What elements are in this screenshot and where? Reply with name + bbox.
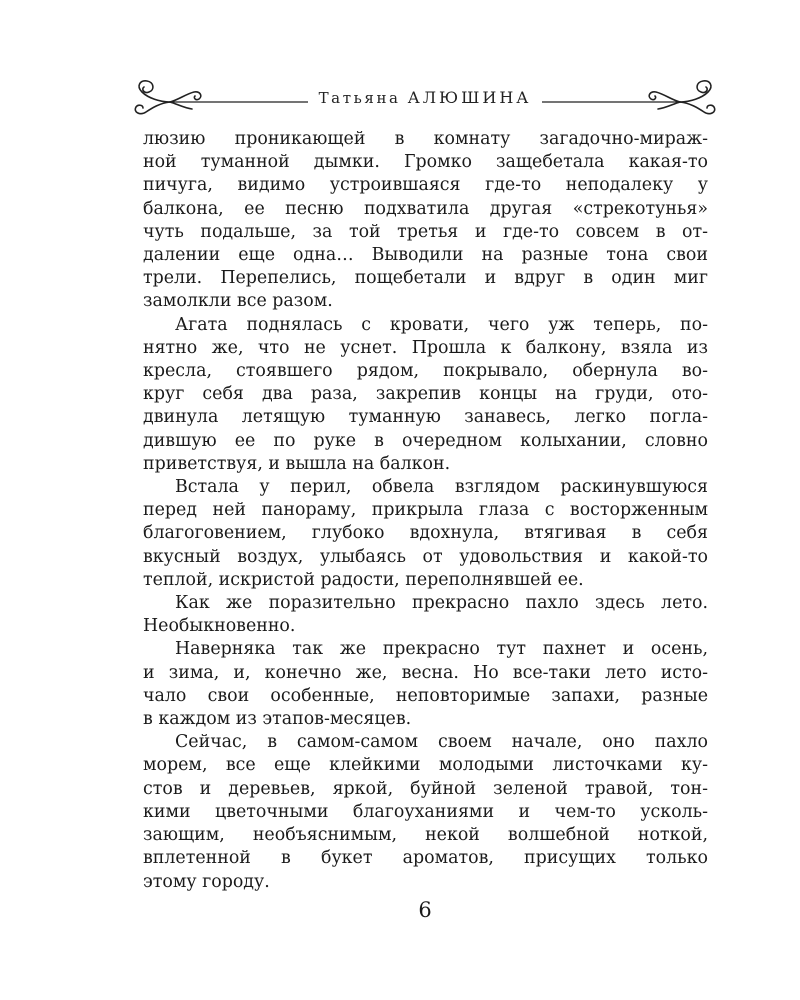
running-header: [130, 78, 720, 118]
text-line: чуть подальше, за той третья и где-то совсем в от-: [143, 221, 708, 242]
text-line: двинула летящую туманную занавесь, легко погла-: [143, 407, 708, 428]
text-line: стов и деревьев, яркой, буйной зеленой травой, тон-: [143, 778, 708, 799]
text-line: Необыкновенно.: [143, 616, 296, 637]
text-line: Сейчас, в самом-самом своем начале, оно пахло: [175, 732, 708, 753]
text-line: зающим, необъяснимым, некой волшебной ноткой,: [143, 825, 708, 846]
paragraph-5: [143, 638, 708, 731]
text-line: балкона, ее песню подхватила другая «стрекотунья»: [143, 198, 708, 219]
text-line: Как же поразительно прекрасно пахло здесь лето.: [175, 593, 708, 614]
text-line: морем, все еще клейкими молодыми листочками ку-: [143, 755, 708, 776]
text-line: замолкли все разом.: [143, 291, 333, 312]
text-line: и зима, и, конечно же, весна. Но все-таки лето исто-: [143, 662, 708, 683]
text-line: вкусный воздух, улыбаясь от удовольствия и какой-то: [143, 546, 708, 567]
text-line: теплой, искристой радости, переполнявшей ее.: [143, 569, 584, 590]
author-name: [130, 88, 720, 107]
text-line: этому городу.: [143, 871, 270, 892]
paragraph-3: [143, 476, 708, 592]
text-line: люзию проникающей в комнату загадочно-мираж-: [143, 129, 708, 149]
text-line: чало свои особенные, неповторимые запахи, разные: [143, 685, 708, 706]
text-line: благоговением, глубоко вдохнула, втягивая в себя: [143, 523, 708, 544]
paragraph-4: [143, 592, 708, 638]
text-line: круг себя два раза, закрепив концы на груди, ото-: [143, 384, 708, 405]
paragraph-6: [143, 731, 708, 893]
text-line: Агата поднялась с кровати, чего уж теперь, по-: [175, 314, 708, 335]
body-text: [143, 128, 708, 894]
text-line: кресла, стоявшего рядом, покрывало, обернула во-: [143, 361, 708, 382]
paragraph-2: [143, 314, 708, 476]
paragraph-1: [143, 128, 708, 314]
text-line: пичуга, видимо устроившаяся где-то неподалеку у: [143, 175, 708, 196]
text-line: перед ней панораму, прикрыла глаза с восторженным: [143, 500, 708, 521]
text-line: дившую ее по руке в очередном колыхании, словно: [143, 430, 708, 451]
text-line: вплетенной в букет ароматов, присущих только: [143, 848, 708, 869]
author-first-name: Татьяна: [318, 89, 401, 107]
text-line: трели. Перепелись, пощебетали и вдруг в один миг: [143, 268, 708, 289]
text-line: ной туманной дымки. Громко защебетала какая-то: [143, 152, 708, 173]
text-line: нятно же, что не уснет. Прошла к балкону, взяла из: [143, 337, 708, 358]
text-line: Встала у перил, обвела взглядом раскинувшуюся: [175, 477, 708, 498]
text-line: приветствуя, и вышла на балкон.: [143, 453, 451, 474]
text-line: Наверняка так же прекрасно тут пахнет и осень,: [175, 639, 708, 660]
page-number: 6: [418, 898, 432, 922]
text-line: в каждом из этапов-месяцев.: [143, 709, 412, 730]
author-last-name: АЛЮШИНА: [407, 88, 532, 107]
text-line: далении еще одна… Выводили на разные тона свои: [143, 245, 708, 266]
text-line: кими цветочными благоуханиями и чем-то усколь-: [143, 801, 708, 822]
